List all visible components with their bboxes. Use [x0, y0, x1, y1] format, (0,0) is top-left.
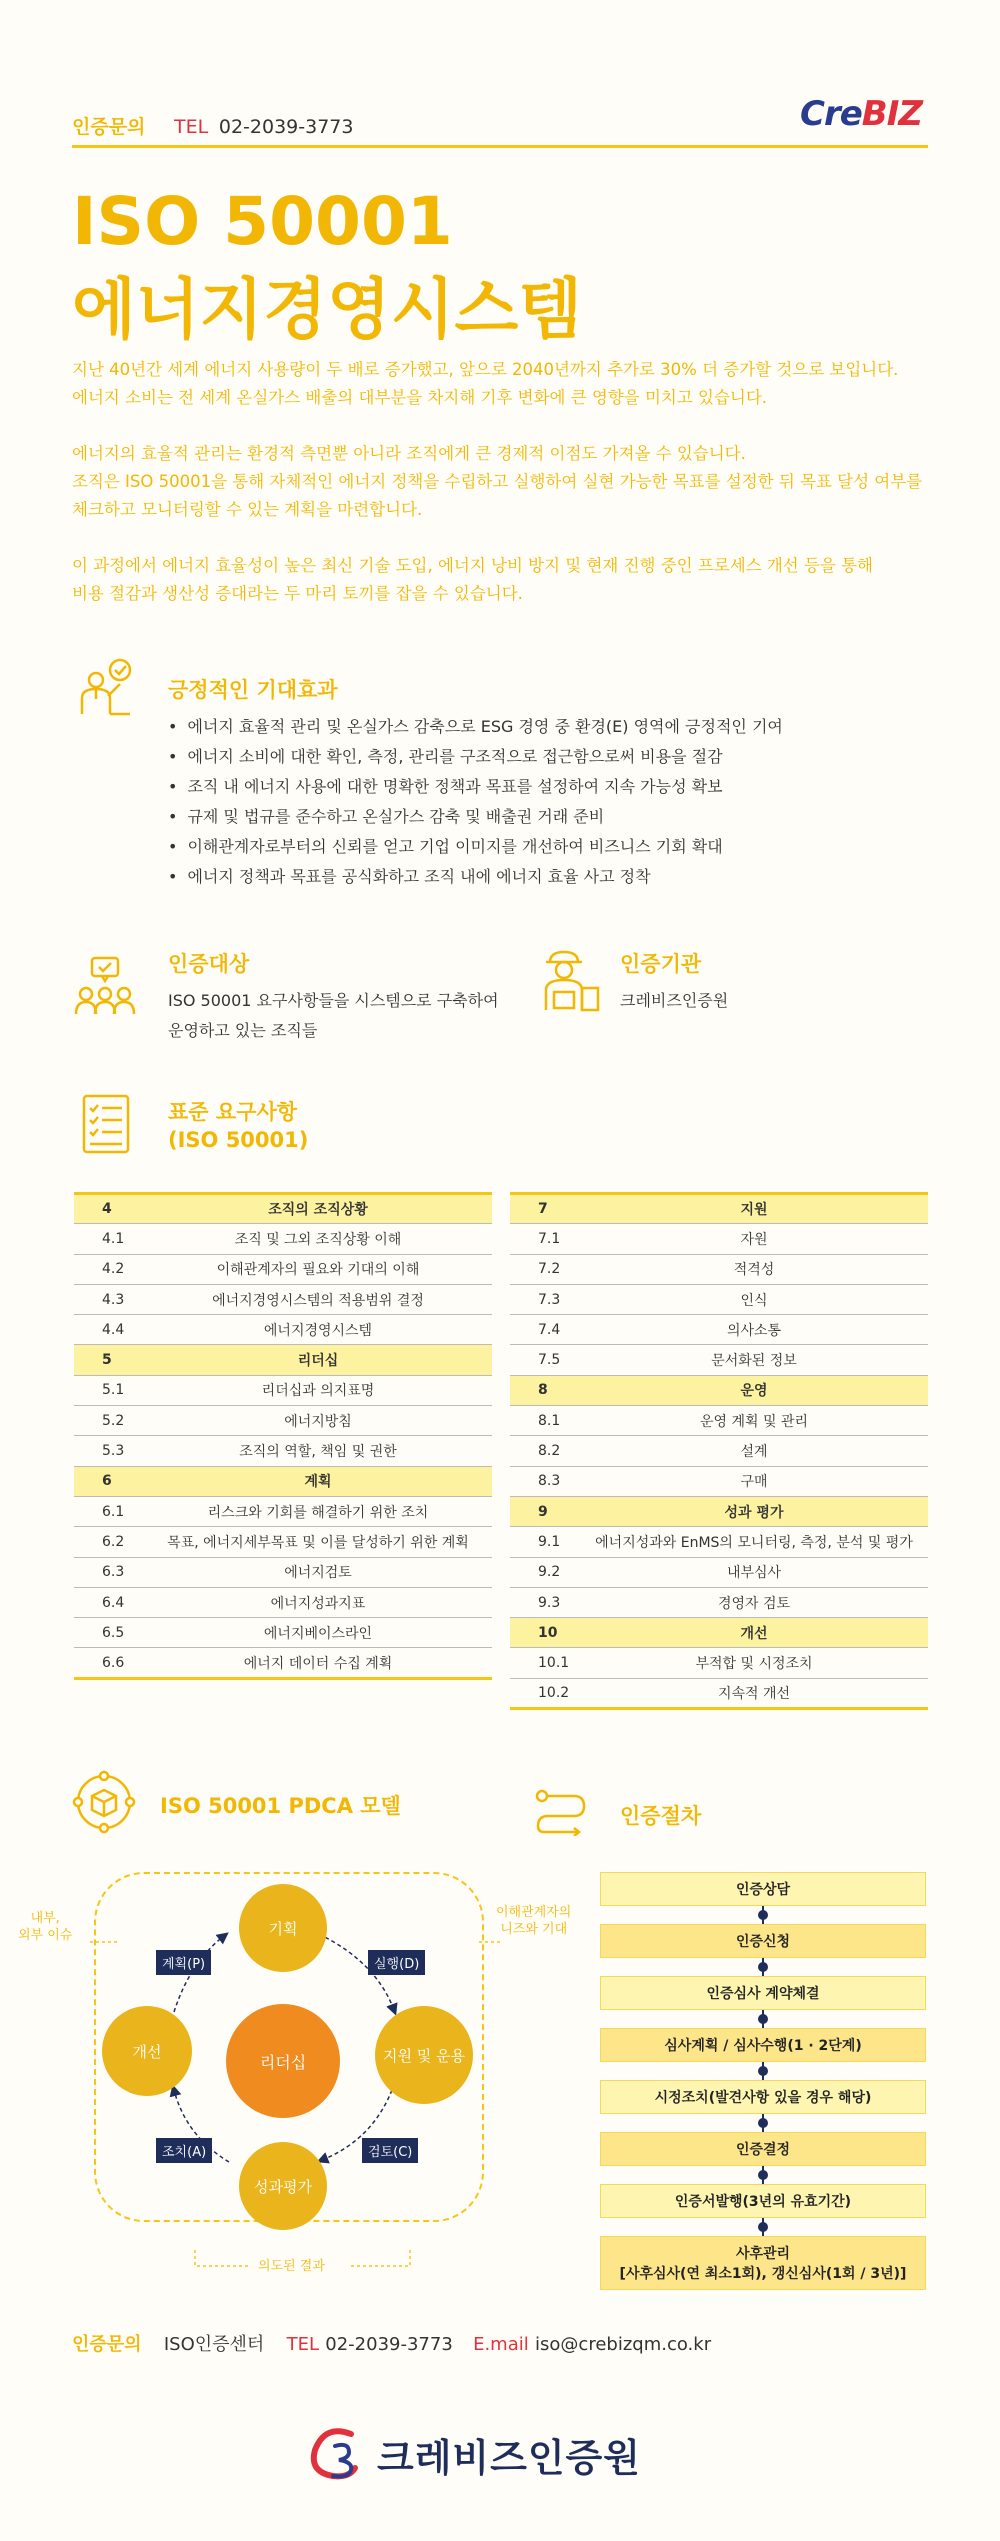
clause-title: 리더십 [144, 1345, 492, 1375]
procedure-step-sub: [사후심사(연 최소1회), 갱신심사(1회 / 3년)] [619, 2266, 907, 2282]
table-row [74, 1284, 492, 1314]
table-row [74, 1194, 492, 1224]
pdca-title: ISO 50001 PDCA 모델 [160, 1794, 401, 1818]
title-line-2: 에너지경영시스템 [72, 271, 583, 348]
clause-number: 6.4 [74, 1587, 144, 1617]
list-item: • 에너지 소비에 대한 확인, 측정, 관리를 구조적으로 접근함으로써 비용을 절감 [168, 742, 783, 772]
brand-symbol-icon [305, 2424, 365, 2484]
clause-number: 6.2 [74, 1527, 144, 1557]
procedure-step-label: 심사계획 / 심사수행(1 · 2단계) [664, 2038, 862, 2054]
clause-number: 5.2 [74, 1406, 144, 1436]
pdca-improve-circle: 개선 [102, 2006, 192, 2096]
clause-title: 운영 [580, 1375, 928, 1405]
procedure-step-label: 인증서발행(3년의 유효기간) [674, 2194, 852, 2210]
step-connector-dot [758, 2066, 768, 2076]
table-row [74, 1496, 492, 1526]
clause-number: 4.3 [74, 1284, 144, 1314]
procedure-step [600, 2236, 926, 2290]
clause-title: 경영자 검토 [580, 1587, 928, 1617]
crebiz-logo: CreBIZ [800, 94, 922, 134]
clause-number: 10.2 [510, 1678, 580, 1708]
clause-number: 7.5 [510, 1345, 580, 1375]
clause-number: 10.1 [510, 1648, 580, 1678]
agency-name: 크레비즈인증원 [620, 991, 729, 1010]
courier-icon [536, 948, 602, 1014]
table-row [510, 1618, 928, 1648]
clause-number: 4.1 [74, 1224, 144, 1254]
clause-title: 인식 [580, 1284, 928, 1314]
table-row [510, 1678, 928, 1708]
clause-number: 5.3 [74, 1436, 144, 1466]
clause-number: 6.3 [74, 1557, 144, 1587]
procedure-step [600, 2080, 926, 2114]
procedure-step [600, 2028, 926, 2062]
requirements-table [510, 1192, 928, 1710]
procedure-title: 인증절차 [620, 1804, 702, 1828]
clause-number: 10 [510, 1618, 580, 1648]
clause-title: 리더십과 의지표명 [144, 1375, 492, 1405]
table-row [74, 1406, 492, 1436]
list-item: • 이해관계자로부터의 신뢰를 얻고 기업 이미지를 개선하여 비즈니스 기회 확대 [168, 832, 783, 862]
list-item: • 조직 내 에너지 사용에 대한 명확한 정책과 목표를 설정하여 지속 가능성 확보 [168, 772, 783, 802]
list-item: • 규제 및 법규를 준수하고 온실가스 감축 및 배출권 거래 준비 [168, 802, 783, 832]
table-row [74, 1315, 492, 1345]
clause-number: 8.3 [510, 1466, 580, 1496]
clause-number: 8.2 [510, 1436, 580, 1466]
procedure-step-label: 인증신청 [735, 1934, 791, 1950]
clause-title: 에너지성과와 EnMS의 모니터링, 측정, 분석 및 평가 [580, 1527, 928, 1557]
clause-title: 에너지성과지표 [144, 1587, 492, 1617]
intro-paragraph-3: 이 과정에서 에너지 효율성이 높은 최신 기술 도입, 에너지 낭비 방지 및 현재 진행 중인 프로세스 개선 등을 통해 비용 절감과 생산성 증대라는 두 마리 토끼를 잡을 수 있습니다. [72, 556, 873, 603]
clause-title: 성과 평가 [580, 1496, 928, 1526]
clause-number: 9 [510, 1496, 580, 1526]
checklist-icon [76, 1090, 142, 1156]
table-row [74, 1557, 492, 1587]
table-row [510, 1315, 928, 1345]
header-bar [72, 94, 928, 148]
header-contact [72, 112, 353, 139]
agency-title: 인증기관 [620, 952, 702, 976]
clause-title: 자원 [580, 1224, 928, 1254]
pdca-label-do: 실행(D) [368, 1950, 425, 1975]
intro-paragraph-1: 지난 40년간 세계 에너지 사용량이 두 배로 증가했고, 앞으로 2040년까지 추가로 30% 더 증가할 것으로 보입니다. 에너지 소비는 전 세계 온실가스 배출의 대부분을 차지해 기후 변화에 큰 영향을 미치고 있습니다. [72, 360, 899, 407]
clause-number: 4 [74, 1194, 144, 1224]
procedure-step [600, 2132, 926, 2166]
requirements-table [74, 1192, 492, 1680]
tel-label: TEL [174, 116, 209, 138]
table-row [510, 1224, 928, 1254]
clause-number: 8.1 [510, 1406, 580, 1436]
page-title [72, 178, 582, 354]
clause-title: 조직 및 그외 조직상황 이해 [144, 1224, 492, 1254]
footer-mail-label: E.mail [473, 2334, 529, 2355]
clause-title: 부적합 및 시정조치 [580, 1648, 928, 1678]
clause-number: 5.1 [74, 1375, 144, 1405]
clause-title: 에너지경영시스템 [144, 1315, 492, 1345]
target-title: 인증대상 [168, 952, 250, 976]
table-row [74, 1587, 492, 1617]
clause-number: 7 [510, 1194, 580, 1224]
table-row [510, 1466, 928, 1496]
benefits-list [168, 712, 783, 892]
table-row [510, 1406, 928, 1436]
pdca-label-check: 검토(C) [362, 2138, 418, 2163]
procedure-step-label: 인증결정 [735, 2142, 791, 2158]
clause-number: 6.1 [74, 1496, 144, 1526]
step-connector-dot [758, 1962, 768, 1972]
network-cube-icon [72, 1770, 136, 1834]
pdca-note-left: 내부, 외부 이슈 [18, 1911, 73, 1943]
procedure-step [600, 1924, 926, 1958]
clause-title: 에너지베이스라인 [144, 1618, 492, 1648]
clause-number: 7.1 [510, 1224, 580, 1254]
clause-title: 내부심사 [580, 1557, 928, 1587]
clause-number: 7.2 [510, 1254, 580, 1284]
clause-number: 4.4 [74, 1315, 144, 1345]
clause-title: 에너지검토 [144, 1557, 492, 1587]
clause-title: 운영 계획 및 관리 [580, 1406, 928, 1436]
table-row [510, 1254, 928, 1284]
bottom-brand [305, 2424, 641, 2484]
benefits-title: 긍정적인 기대효과 [168, 678, 338, 702]
clause-title: 에너지방침 [144, 1406, 492, 1436]
step-connector-dot [758, 2170, 768, 2180]
footer-label: 인증문의 [72, 2334, 142, 2355]
table-row [510, 1527, 928, 1557]
clause-title: 조직의 역할, 책임 및 권한 [144, 1436, 492, 1466]
pdca-note-right: 이해관계자의 니즈와 기대 [496, 1905, 572, 1937]
step-connector-dot [758, 2014, 768, 2024]
table-row [74, 1618, 492, 1648]
pdca-leadership-circle: 리더십 [226, 2004, 340, 2118]
clause-title: 에너지 데이터 수집 계획 [144, 1648, 492, 1678]
table-row [510, 1436, 928, 1466]
clause-title: 목표, 에너지세부목표 및 이를 달성하기 위한 계획 [144, 1527, 492, 1557]
table-row [510, 1496, 928, 1526]
clause-number: 4.2 [74, 1254, 144, 1284]
pdca-note-bottom: 의도된 결과 [258, 2259, 325, 2274]
clause-title: 이해관계자의 필요와 기대의 이해 [144, 1254, 492, 1284]
title-line-1: ISO 50001 [72, 183, 453, 260]
table-row [74, 1436, 492, 1466]
pdca-plan-circle: 기획 [239, 1884, 327, 1972]
table-row [74, 1375, 492, 1405]
table-row [510, 1587, 928, 1617]
table-row [510, 1284, 928, 1314]
clause-number: 6.6 [74, 1648, 144, 1678]
procedure-step-label: 사후관리 [735, 2246, 791, 2262]
procedure-step [600, 1976, 926, 2010]
table-row [510, 1375, 928, 1405]
clause-title: 조직의 조직상황 [144, 1194, 492, 1224]
clause-title: 적격성 [580, 1254, 928, 1284]
clause-title: 문서화된 정보 [580, 1345, 928, 1375]
list-item: • 에너지 효율적 관리 및 온실가스 감축으로 ESG 경영 중 환경(E) 영역에 긍정적인 기여 [168, 712, 783, 742]
clause-number: 6 [74, 1466, 144, 1496]
procedure-step [600, 2184, 926, 2218]
pdca-label-plan: 계획(P) [156, 1950, 211, 1975]
table-row [74, 1466, 492, 1496]
intro-paragraph-2: 에너지의 효율적 관리는 환경적 측면뿐 아니라 조직에게 큰 경제적 이점도 가져올 수 있습니다. 조직은 ISO 50001을 통해 자체적인 에너지 정책을 수립하고 실행하여 실현 가능한 목표를 설정한 뒤 목표 달성 여부를 체크하고 모니터링할 수 있는 계획을 마련합니다. [72, 444, 923, 519]
clause-title: 계획 [144, 1466, 492, 1496]
clause-title: 지원 [580, 1194, 928, 1224]
step-connector-dot [758, 2118, 768, 2128]
table-row [74, 1527, 492, 1557]
pdca-support-circle: 지원 및 운용 [375, 2006, 473, 2104]
clause-number: 5 [74, 1345, 144, 1375]
presenter-icon [72, 656, 138, 722]
table-row [510, 1194, 928, 1224]
target-text: ISO 50001 요구사항들을 시스템으로 구축하여 운영하고 있는 조직들 [168, 991, 499, 1040]
footer-contact [72, 2330, 711, 2356]
group-chat-icon [72, 954, 138, 1020]
table-row [74, 1648, 492, 1678]
footer-center: ISO인증센터 [163, 2334, 265, 2355]
clause-title: 개선 [580, 1618, 928, 1648]
table-row [74, 1224, 492, 1254]
footer-mail[interactable]: iso@crebizqm.co.kr [535, 2334, 712, 2355]
clause-title: 지속적 개선 [580, 1678, 928, 1708]
intro-text [72, 356, 932, 636]
clause-number: 6.5 [74, 1618, 144, 1648]
requirements-table-right [510, 1192, 928, 1710]
process-flow-icon [532, 1786, 590, 1836]
pdca-dotted-guides [80, 1920, 520, 2270]
footer-tel[interactable]: 02-2039-3773 [325, 2334, 453, 2355]
clause-number: 7.4 [510, 1315, 580, 1345]
table-row [510, 1648, 928, 1678]
pdca-label-act: 조치(A) [156, 2138, 212, 2163]
table-row [510, 1345, 928, 1375]
table-row [74, 1345, 492, 1375]
footer-tel-label: TEL [286, 2334, 319, 2355]
table-row [510, 1557, 928, 1587]
clause-number: 9.2 [510, 1557, 580, 1587]
clause-title: 의사소통 [580, 1315, 928, 1345]
step-connector-dot [758, 2222, 768, 2232]
clause-number: 9.1 [510, 1527, 580, 1557]
clause-title: 구매 [580, 1466, 928, 1496]
clause-number: 8 [510, 1375, 580, 1405]
brand-name: 크레비즈인증원 [377, 2435, 641, 2480]
clause-title: 에너지경영시스템의 적용범위 결정 [144, 1284, 492, 1314]
tel-number[interactable]: 02-2039-3773 [218, 116, 354, 138]
procedure-step-label: 인증심사 계약체결 [706, 1986, 820, 2002]
requirements-title: 표준 요구사항 (ISO 50001) [168, 1100, 309, 1152]
procedure-step [600, 1872, 926, 1906]
list-item: • 에너지 정책과 목표를 공식화하고 조직 내에 에너지 효율 사고 정착 [168, 862, 783, 892]
clause-title: 리스크와 기회를 해결하기 위한 조치 [144, 1496, 492, 1526]
clause-number: 7.3 [510, 1284, 580, 1314]
pdca-eval-circle: 성과평가 [239, 2142, 327, 2230]
table-row [74, 1254, 492, 1284]
procedure-step-label: 시정조치(발견사항 있을 경우 해당) [654, 2090, 872, 2106]
requirements-table-left [74, 1192, 492, 1680]
procedure-step-label: 인증상담 [735, 1882, 791, 1898]
clause-number: 9.3 [510, 1587, 580, 1617]
clause-title: 설계 [580, 1436, 928, 1466]
step-connector-dot [758, 1910, 768, 1920]
contact-label: 인증문의 [72, 116, 146, 138]
